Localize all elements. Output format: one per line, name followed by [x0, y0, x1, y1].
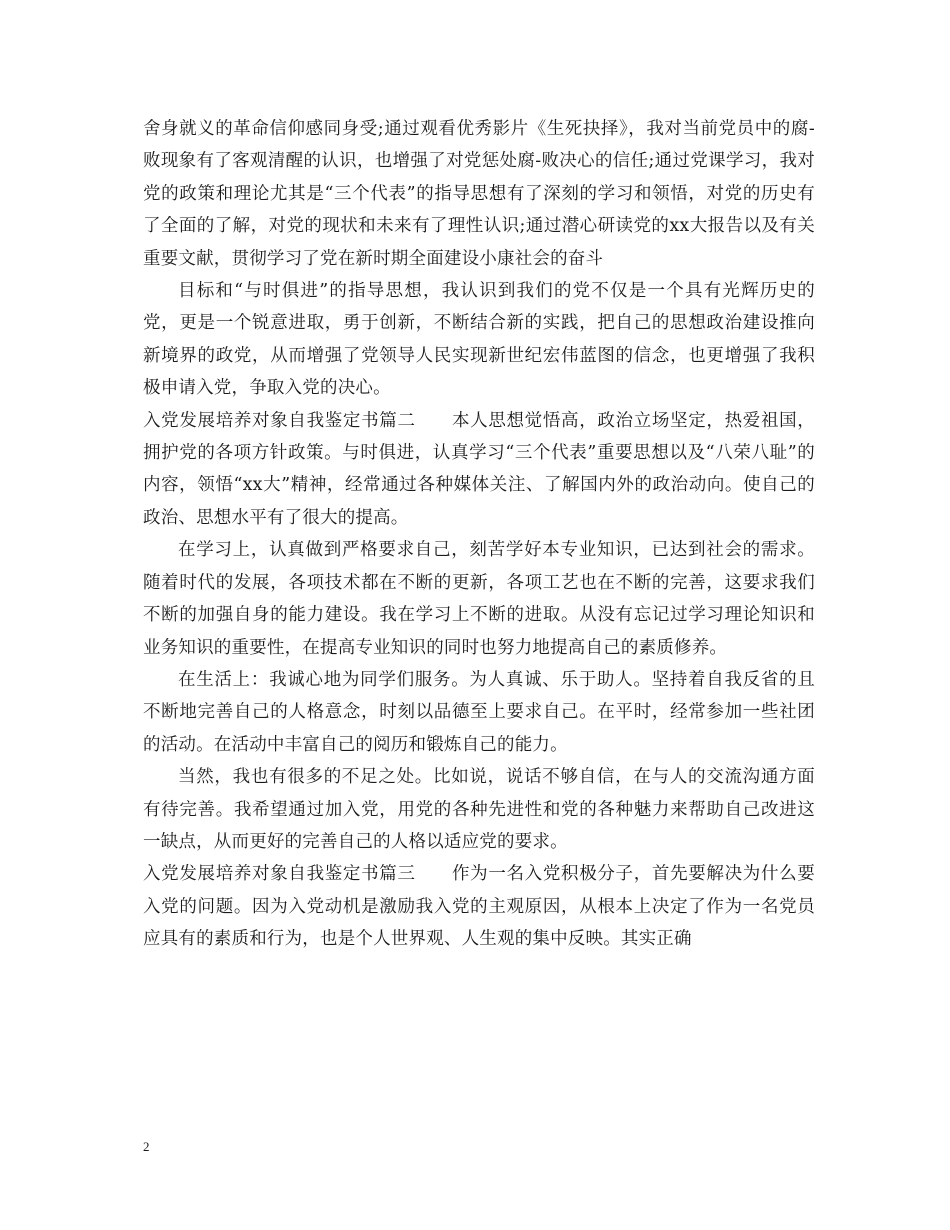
- paragraph-5: 在生活上：我诚心地为同学们服务。为人真诚、乐于助人。坚持着自我反省的且不断地完善自己的人格意念，时刻以品德至上要求自己。在平时，经常参加一些社团的活动。在活动中丰富自己的阅历和锻炼自己的能力。: [143, 669, 815, 755]
- paragraph-4: 在学习上，认真做到严格要求自己，刻苦学好本专业知识，已达到社会的需求。随着时代的发展，各项技术都在不断的更新，各项工艺也在不断的完善，这要求我们不断的加强自身的能力建设。我在学习上不断的进取。从没有忘记过学习理论知识和业务知识的重要性，在提高专业知识的同时也努力地提高自己的素质修养。: [143, 540, 815, 658]
- paragraph-7-section-three: 入党发展培养对象自我鉴定书篇三 作为一名入党积极分子，首先要解决为什么要入党的问题。因为入党动机是激励我入党的主观原因，从根本上决定了作为一名党员应具有的素质和行为，也是个人世界观、人生观的集中反映。其实正确: [143, 864, 815, 950]
- paragraph-3-section-two: 入党发展培养对象自我鉴定书篇二 本人思想觉悟高，政治立场坚定，热爱祖国，拥护党的各项方针政策。与时俱进，认真学习“三个代表”重要思想以及“八荣八耻”的内容，领悟“xx大”精神，经常通过各种媒体关注、了解国内外的政治动向。使自己的政治、思想水平有了很大的提高。: [143, 410, 815, 528]
- paragraph-1: 舍身就义的革命信仰感同身受;通过观看优秀影片《生死抉择》，我对当前党员中的腐-败现象有了客观清醒的认识，也增强了对党惩处腐-败决心的信任;通过党课学习，我对党的政策和理论尤其是“三个代表”的指导思想有了深刻的学习和领悟，对党的历史有了全面的了解，对党的现状和未来有了理性认识;通过潜心研读党的xx大报告以及有关重要文献，贯彻学习了党在新时期全面建设小康社会的奋斗: [143, 119, 815, 269]
- document-body: [143, 113, 815, 956]
- paragraph-2: 目标和“与时俱进”的指导思想，我认识到我们的党不仅是一个具有光辉历史的党，更是一个锐意进取，勇于创新，不断结合新的实践，把自己的思想政治建设推向新境界的政党，从而增强了党领导人民实现新世纪宏伟蓝图的信念，也更增强了我积极申请入党，争取入党的决心。: [143, 281, 815, 399]
- paragraph-6: 当然，我也有很多的不足之处。比如说，说话不够自信，在与人的交流沟通方面有待完善。我希望通过加入党，用党的各种先进性和党的各种魅力来帮助自己改进这一缺点，从而更好的完善自己的人格以适应党的要求。: [143, 767, 815, 852]
- page-number: 2: [143, 1139, 150, 1154]
